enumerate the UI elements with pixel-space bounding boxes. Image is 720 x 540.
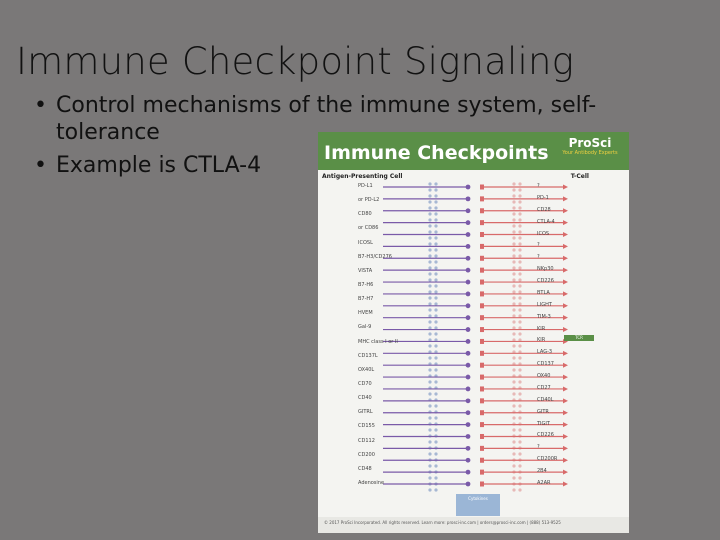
ligand-label: B7-H7 — [358, 296, 374, 303]
membrane-dot — [512, 440, 515, 443]
membrane-dot — [518, 284, 521, 287]
ligand-head — [466, 327, 471, 332]
receptor-label: KIR — [537, 325, 546, 332]
membrane-dot — [428, 230, 431, 233]
receptor-head — [480, 268, 484, 273]
membrane-dot — [518, 308, 521, 311]
membrane-dot — [428, 404, 431, 407]
membrane-dot — [428, 368, 431, 371]
membrane-dot — [434, 368, 437, 371]
membrane-dot — [512, 182, 515, 185]
membrane-dot — [512, 476, 515, 479]
receptor-arrow-icon — [563, 375, 568, 380]
membrane-dot — [512, 302, 515, 305]
receptor-head — [480, 244, 484, 249]
membrane-dot — [434, 260, 437, 263]
ligand-head — [466, 185, 471, 190]
membrane-dot — [428, 392, 431, 395]
membrane-dot — [518, 332, 521, 335]
membrane-dot — [428, 464, 431, 467]
membrane-dot — [434, 332, 437, 335]
membrane-dot — [434, 230, 437, 233]
membrane-dot — [434, 356, 437, 359]
receptor-label: 2B4 — [537, 468, 547, 475]
membrane-dot — [512, 266, 515, 269]
receptor-label: NKp30 — [537, 266, 554, 273]
membrane-dot — [518, 248, 521, 251]
receptor-arrow-icon — [563, 327, 568, 332]
receptor-head — [480, 386, 484, 391]
ligand-label: CD70 — [358, 381, 372, 387]
receptor-head — [480, 351, 484, 356]
receptor-label: CD28 — [537, 206, 551, 213]
membrane-dot — [428, 380, 431, 383]
ligand-label: CD137L — [358, 352, 378, 359]
ligand-head — [466, 220, 471, 225]
membrane-dot — [428, 332, 431, 335]
membrane-dot — [428, 242, 431, 245]
receptor-head — [480, 280, 484, 285]
ligand-head — [466, 268, 471, 273]
membrane-dot — [512, 218, 515, 221]
receptor-arrow-icon — [563, 291, 568, 296]
receptor-head — [480, 446, 484, 451]
receptor-arrow-icon — [563, 386, 568, 391]
membrane-dot — [434, 254, 437, 257]
membrane-dot — [512, 224, 515, 227]
membrane-dot — [512, 356, 515, 359]
membrane-dot — [518, 236, 521, 239]
ligand-label: CD80 — [358, 211, 372, 218]
receptor-head — [480, 398, 484, 403]
membrane-dot — [512, 248, 515, 251]
membrane-dot — [428, 212, 431, 215]
membrane-dot — [428, 440, 431, 443]
membrane-dot — [512, 230, 515, 233]
ligand-head — [466, 244, 471, 249]
receptor-arrow-icon — [563, 470, 568, 475]
membrane-dot — [428, 248, 431, 251]
membrane-dot — [434, 302, 437, 305]
membrane-dot — [512, 380, 515, 383]
membrane-dot — [518, 194, 521, 197]
membrane-dot — [428, 428, 431, 431]
membrane-dot — [518, 416, 521, 419]
membrane-dot — [434, 320, 437, 323]
receptor-head — [480, 375, 484, 380]
receptor-label: CD226 — [537, 278, 554, 285]
membrane-dot — [428, 296, 431, 299]
ligand-label: MHC class I or II — [358, 338, 398, 345]
membrane-dot — [518, 392, 521, 395]
receptor-arrow-icon — [563, 434, 568, 439]
ligand-head — [466, 434, 471, 439]
membrane-dot — [518, 296, 521, 299]
receptor-arrow-icon — [563, 446, 568, 451]
membrane-dot — [434, 452, 437, 455]
membrane-dot — [434, 194, 437, 197]
receptor-head — [480, 458, 484, 463]
receptor-arrow-icon — [563, 280, 568, 285]
ligand-head — [466, 422, 471, 427]
receptor-arrow-icon — [563, 208, 568, 213]
bullet-text: Example is CTLA-4 — [56, 153, 262, 178]
ligand-head — [466, 351, 471, 356]
membrane-dot — [428, 188, 431, 191]
membrane-dot — [428, 284, 431, 287]
receptor-arrow-icon — [563, 458, 568, 463]
membrane-dot — [518, 302, 521, 305]
membrane-dot — [434, 266, 437, 269]
membrane-dot — [512, 200, 515, 203]
receptor-label: CD226 — [537, 432, 554, 439]
membrane-dot — [512, 464, 515, 467]
membrane-dot — [428, 290, 431, 293]
membrane-dot — [518, 440, 521, 443]
ligand-head — [466, 256, 471, 261]
receptor-arrow-icon — [563, 422, 568, 427]
membrane-dot — [512, 296, 515, 299]
membrane-dot — [512, 416, 515, 419]
membrane-dot — [518, 266, 521, 269]
membrane-dot — [512, 428, 515, 431]
receptor-head — [480, 220, 484, 225]
membrane-dot — [518, 260, 521, 263]
membrane-dot — [518, 344, 521, 347]
ligand-label: B7-H6 — [358, 282, 374, 288]
ligand-head — [466, 196, 471, 201]
membrane-dot — [428, 344, 431, 347]
ligand-head — [466, 315, 471, 320]
receptor-head — [480, 256, 484, 261]
receptor-arrow-icon — [563, 185, 568, 190]
membrane-dot — [428, 476, 431, 479]
ligand-head — [466, 303, 471, 308]
poster-title: Immune Checkpoints — [324, 142, 549, 164]
membrane-dot — [518, 182, 521, 185]
receptor-head — [480, 339, 484, 344]
membrane-dot — [428, 488, 431, 491]
ligand-head — [466, 280, 471, 285]
membrane-dot — [428, 224, 431, 227]
membrane-dot — [434, 380, 437, 383]
ligand-head — [466, 446, 471, 451]
membrane-dots-left — [426, 182, 440, 492]
membrane-dot — [434, 416, 437, 419]
membrane-dot — [434, 392, 437, 395]
bullet-text: Control mechanisms of the immune system, self-tolerance — [56, 93, 597, 145]
membrane-dot — [434, 236, 437, 239]
membrane-dot — [518, 428, 521, 431]
membrane-dot — [434, 206, 437, 209]
receptor-head — [480, 327, 484, 332]
membrane-dot — [518, 476, 521, 479]
membrane-dot — [512, 260, 515, 263]
ligand-label: VISTA — [358, 267, 373, 274]
logo-tagline: Your Antibody Experts — [562, 150, 618, 156]
membrane-dot — [518, 200, 521, 203]
membrane-dot — [434, 476, 437, 479]
ligand-head — [466, 410, 471, 415]
membrane-dot — [434, 290, 437, 293]
membrane-dot — [434, 182, 437, 185]
bullet-dot-icon: • — [34, 153, 47, 178]
membrane-dot — [428, 260, 431, 263]
membrane-dot — [428, 308, 431, 311]
receptor-label: ? — [537, 183, 540, 189]
receptor-label: OX40 — [537, 373, 551, 380]
membrane-dot — [428, 200, 431, 203]
ligand-head — [466, 363, 471, 368]
membrane-dot — [434, 212, 437, 215]
ligand-label: HVEM — [358, 310, 373, 317]
membrane-dot — [518, 404, 521, 407]
membrane-dot — [434, 218, 437, 221]
receptor-label: LIGHT — [537, 301, 552, 308]
membrane-dot — [434, 464, 437, 467]
membrane-dot — [518, 206, 521, 209]
membrane-dot — [518, 242, 521, 245]
receptor-label: ? — [537, 254, 540, 261]
membrane-dot — [518, 290, 521, 293]
membrane-dot — [512, 344, 515, 347]
membrane-dot — [518, 212, 521, 215]
membrane-dot — [428, 218, 431, 221]
receptor-head — [480, 470, 484, 475]
cytokines-box: Cytokines — [456, 494, 500, 516]
membrane-dot — [518, 224, 521, 227]
receptor-head — [480, 185, 484, 190]
membrane-dot — [518, 380, 521, 383]
receptor-label: A2AR — [537, 480, 551, 486]
receptor-head — [480, 208, 484, 213]
receptor-label: CTLA-4 — [537, 218, 555, 225]
membrane-dot — [434, 242, 437, 245]
membrane-dot — [434, 344, 437, 347]
receptor-arrow-icon — [563, 256, 568, 261]
membrane-dot — [512, 452, 515, 455]
receptor-arrow-icon — [563, 410, 568, 415]
receptor-label: KIR — [537, 337, 546, 344]
membrane-dot — [434, 200, 437, 203]
receptor-arrow-icon — [563, 351, 568, 356]
immune-checkpoints-poster — [318, 132, 629, 533]
membrane-dot — [428, 254, 431, 257]
ligand-label: OX40L — [358, 366, 375, 373]
receptor-label: BTLA — [537, 289, 550, 296]
ligand-head — [466, 387, 471, 392]
receptor-label: CD200R — [537, 456, 558, 463]
membrane-dot — [434, 224, 437, 227]
ligand-head — [466, 375, 471, 380]
membrane-dot — [512, 290, 515, 293]
receptor-arrow-icon — [563, 196, 568, 201]
membrane-dot — [518, 488, 521, 491]
poster-footer: © 2017 ProSci Incorporated. All rights reserved. Learn more: prosci-inc.com | orders@prosci-inc.com | (888) 513-9525 — [318, 517, 629, 533]
receptor-head — [480, 196, 484, 201]
tcell-header: T-Cell — [570, 173, 589, 180]
membrane-dot — [434, 278, 437, 281]
receptor-label: TIGIT — [537, 420, 550, 427]
receptor-label: CD137 — [537, 361, 554, 368]
membrane-dot — [434, 440, 437, 443]
membrane-dot — [428, 278, 431, 281]
receptor-label: GITR — [537, 408, 549, 415]
receptor-head — [480, 482, 484, 487]
ligand-head — [466, 208, 471, 213]
ligand-head — [466, 232, 471, 237]
ligand-label: CD40 — [358, 395, 372, 402]
membrane-dot — [512, 392, 515, 395]
bullet-dot-icon: • — [34, 93, 47, 118]
receptor-label: ? — [537, 444, 540, 451]
ligand-label: Gal-9 — [358, 324, 372, 331]
membrane-dot — [428, 194, 431, 197]
membrane-dot — [428, 206, 431, 209]
ligand-head — [466, 458, 471, 463]
receptor-label: PD-1 — [537, 194, 549, 201]
receptor-arrow-icon — [563, 244, 568, 249]
membrane-dot — [512, 236, 515, 239]
membrane-dot — [518, 230, 521, 233]
membrane-dot — [434, 404, 437, 407]
receptor-arrow-icon — [563, 363, 568, 368]
ligand-head — [466, 470, 471, 475]
ligand-label: or CD86 — [358, 225, 379, 232]
checkpoint-diagram — [318, 132, 629, 533]
receptor-arrow-icon — [563, 482, 568, 487]
membrane-dot — [434, 488, 437, 491]
membrane-dot — [428, 236, 431, 239]
tcr-label: TCR — [564, 335, 594, 341]
membrane-dot — [512, 272, 515, 275]
membrane-dot — [518, 254, 521, 257]
membrane-dot — [434, 308, 437, 311]
membrane-dot — [428, 302, 431, 305]
ligand-label: CD200 — [358, 451, 375, 458]
receptor-label: TIM-3 — [537, 313, 551, 320]
receptor-arrow-icon — [563, 398, 568, 403]
receptor-head — [480, 422, 484, 427]
ligand-label: Adenosine — [358, 480, 385, 486]
membrane-dot — [512, 404, 515, 407]
membrane-dot — [512, 284, 515, 287]
membrane-dot — [512, 488, 515, 491]
membrane-dot — [434, 428, 437, 431]
membrane-dot — [428, 266, 431, 269]
receptor-arrow-icon — [563, 315, 568, 320]
receptor-label: LAG-3 — [537, 349, 553, 356]
membrane-dot — [434, 248, 437, 251]
receptor-head — [480, 232, 484, 237]
membrane-dot — [512, 254, 515, 257]
membrane-dot — [428, 356, 431, 359]
membrane-dot — [518, 278, 521, 281]
receptor-arrow-icon — [563, 303, 568, 308]
membrane-dot — [512, 188, 515, 191]
receptor-head — [480, 434, 484, 439]
logo-text: ProSci — [568, 136, 612, 150]
ligand-label: PD-L1 — [358, 183, 373, 189]
receptor-label: CD40L — [537, 396, 554, 403]
membrane-dot — [512, 206, 515, 209]
membrane-dot — [512, 332, 515, 335]
receptor-head — [480, 315, 484, 320]
membrane-dot — [512, 242, 515, 245]
ligand-head — [466, 482, 471, 487]
receptor-head — [480, 291, 484, 296]
receptor-label: ICOS — [537, 230, 550, 237]
ligand-label: CD48 — [358, 465, 372, 472]
membrane-dot — [512, 368, 515, 371]
membrane-dot — [434, 296, 437, 299]
ligand-head — [466, 292, 471, 297]
receptor-label: CD27 — [537, 384, 551, 391]
membrane-dot — [518, 320, 521, 323]
membrane-dot — [428, 182, 431, 185]
membrane-dot — [428, 452, 431, 455]
ligand-label: CD155 — [358, 423, 375, 430]
ligand-label: CD112 — [358, 437, 375, 444]
receptor-arrow-icon — [563, 220, 568, 225]
receptor-arrow-icon — [563, 232, 568, 237]
ligand-label: ICOSL — [358, 239, 373, 246]
membrane-dot — [512, 194, 515, 197]
membrane-dot — [518, 368, 521, 371]
membrane-dot — [434, 284, 437, 287]
ligand-label: B7-H3/CD276 — [358, 253, 392, 260]
membrane-dot — [428, 320, 431, 323]
slide-title: Immune Checkpoint Signaling — [16, 40, 575, 83]
ligand-label: GITRL — [358, 409, 373, 416]
apc-header: Antigen-Presenting Cell — [322, 173, 403, 180]
membrane-dot — [518, 464, 521, 467]
ligand-label: or PD-L2 — [358, 197, 380, 204]
membrane-dot — [428, 416, 431, 419]
receptor-label: ? — [537, 242, 540, 249]
membrane-dot — [518, 188, 521, 191]
membrane-dot — [518, 452, 521, 455]
membrane-dot — [428, 272, 431, 275]
ligand-head — [466, 398, 471, 403]
ligand-head — [466, 339, 471, 344]
receptor-arrow-icon — [563, 268, 568, 273]
membrane-dot — [434, 272, 437, 275]
membrane-dot — [512, 308, 515, 311]
receptor-head — [480, 410, 484, 415]
membrane-dot — [512, 212, 515, 215]
receptor-head — [480, 363, 484, 368]
receptor-head — [480, 303, 484, 308]
membrane-dot — [434, 188, 437, 191]
membrane-dot — [512, 320, 515, 323]
membrane-dot — [512, 278, 515, 281]
membrane-dot — [518, 218, 521, 221]
membrane-dot — [518, 272, 521, 275]
membrane-dot — [518, 356, 521, 359]
